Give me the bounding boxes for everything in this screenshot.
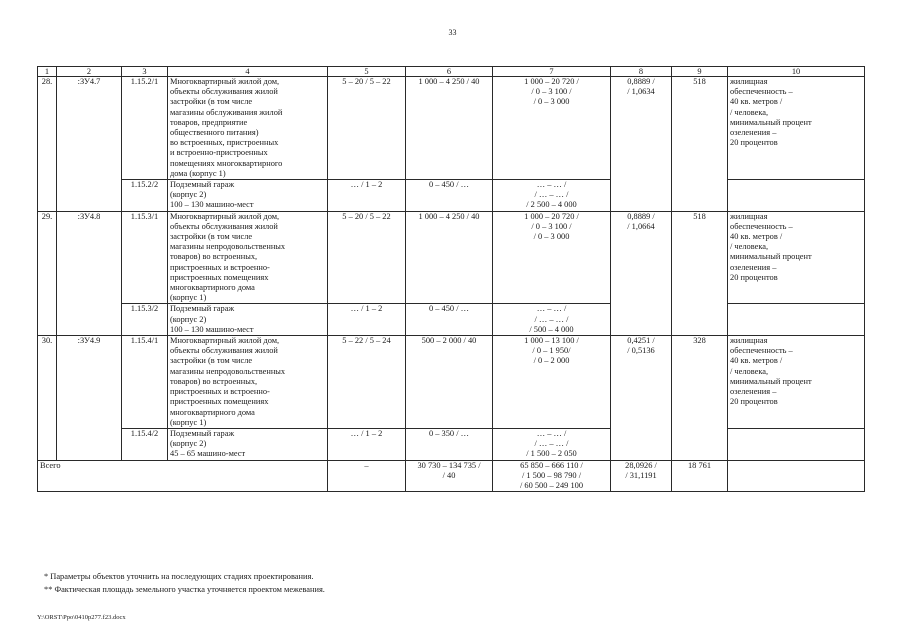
land-plot-id: :ЗУ4.9	[57, 336, 122, 429]
row-number: 28.	[38, 77, 57, 180]
header-cell: 5	[328, 67, 406, 77]
total-area	[406, 460, 493, 492]
floor-area-line: 1 000 – 20 720 /	[524, 77, 579, 86]
floor-area-line: … – … /	[536, 428, 567, 438]
header-cell: 10	[728, 67, 865, 77]
object-name-line: товаров) во встроенных,	[170, 376, 258, 386]
floor-area-line: … – … /	[536, 180, 567, 190]
empty-cell	[38, 304, 57, 336]
area-value: 0 – 450 / …	[406, 180, 493, 212]
header-cell: 2	[57, 67, 122, 77]
area-value: 1 000 – 4 250 / 40	[406, 77, 493, 180]
file-path: Y:\ORST\Ppo\0410p277.f23.docx	[37, 614, 126, 621]
object-code: 1.15.4/1	[122, 336, 168, 429]
plot-area-line: / 0,5136	[627, 346, 655, 356]
object-name-line: (корпус 2)	[170, 439, 207, 449]
empty-cell	[728, 304, 865, 336]
object-name-line: во встроенных, пристроенных	[170, 138, 279, 148]
notes-line: 40 кв. метров /	[730, 97, 783, 107]
header-cell: 9	[672, 67, 728, 77]
area-value: 0 – 450 / …	[406, 304, 493, 336]
notes-line: обеспеченность –	[730, 346, 793, 356]
header-cell: 1	[38, 67, 57, 77]
header-cell: 7	[493, 67, 611, 77]
empty-cell	[38, 428, 57, 460]
empty-cell	[672, 180, 728, 212]
notes-line: жилищная	[730, 77, 768, 86]
object-name-line: объекты обслуживания жилой	[170, 346, 278, 356]
floor-area-line: / 0 – 3 000	[533, 97, 570, 107]
notes	[728, 211, 865, 304]
header-cell: 6	[406, 67, 493, 77]
object-name-line: (корпус 2)	[170, 190, 207, 200]
area-value: 1 000 – 4 250 / 40	[406, 211, 493, 304]
object-name-line: товаров, предприятие	[170, 117, 248, 127]
object-name	[168, 211, 328, 304]
floor-area-line: 1 000 – 20 720 /	[524, 211, 579, 221]
object-name-line: пристроенных и встроенно-	[170, 387, 270, 397]
notes-line: озеленения –	[730, 387, 777, 397]
total-floors: –	[328, 460, 406, 492]
floors-height: … / 1 – 2	[328, 304, 406, 336]
object-name-line: Многоквартирный жилой дом,	[170, 336, 280, 346]
object-name-line: (корпус 2)	[170, 314, 207, 324]
total-area-line: / 40	[442, 470, 456, 480]
empty-cell	[57, 428, 122, 460]
notes-line: жилищная	[730, 211, 768, 221]
total-floor-area-line: 65 850 – 666 110 /	[520, 460, 583, 470]
empty-cell	[57, 180, 122, 212]
notes-line: / человека,	[730, 242, 769, 252]
population: 518	[672, 211, 728, 304]
object-name-line: Подземный гараж	[170, 428, 235, 438]
land-plot-id: :ЗУ4.8	[57, 211, 122, 304]
object-name-line: помещениях многоквартирного	[170, 158, 283, 168]
object-name-line: товаров) во встроенных,	[170, 252, 258, 262]
empty-cell	[38, 180, 57, 212]
object-code: 1.15.3/2	[122, 304, 168, 336]
floors-height: 5 – 22 / 5 – 24	[328, 336, 406, 429]
page-number: 33	[448, 28, 457, 37]
floor-area-line: / 2 500 – 4 000	[526, 200, 577, 210]
area-value: 500 – 2 000 / 40	[406, 336, 493, 429]
object-code: 1.15.2/1	[122, 77, 168, 180]
object-name-line: дома (корпус 1)	[170, 168, 226, 178]
floor-area	[493, 336, 611, 429]
notes-line: 20 процентов	[730, 272, 778, 282]
floors-height: … / 1 – 2	[328, 180, 406, 212]
plot-area-line: 0,8889 /	[627, 211, 655, 221]
table-row	[38, 180, 865, 212]
object-name	[168, 180, 328, 212]
total-floor-area-line: / 1 500 – 98 790 /	[521, 470, 582, 480]
object-name-line: пристроенных и встроенно-	[170, 262, 270, 272]
object-name-line: 100 – 130 машино-мест	[170, 324, 254, 334]
plot-area-line: 0,8889 /	[627, 77, 655, 86]
total-population: 18 761	[672, 460, 728, 492]
plot-area	[611, 77, 672, 180]
object-name-line: застройки (в том числе	[170, 97, 253, 107]
object-name-line: пристроенных помещениях	[170, 272, 269, 282]
total-floor-area-line: / 60 500 – 249 100	[519, 480, 584, 490]
object-name-line: Многоквартирный жилой дом,	[170, 211, 280, 221]
notes-line: 20 процентов	[730, 397, 778, 407]
row-number: 29.	[38, 211, 57, 304]
object-name	[168, 304, 328, 336]
floor-area-line: / 500 – 4 000	[529, 324, 574, 334]
empty-cell	[611, 428, 672, 460]
empty-cell	[728, 180, 865, 212]
object-name-line: Многоквартирный жилой дом,	[170, 77, 280, 86]
plot-area	[611, 211, 672, 304]
header-row	[38, 67, 865, 77]
object-name-line: Подземный гараж	[170, 304, 235, 314]
notes-line: озеленения –	[730, 128, 777, 138]
object-name-line: многоквартирного дома	[170, 407, 255, 417]
plot-area-line: / 1,0634	[627, 87, 655, 97]
object-name-line: 100 – 130 машино-мест	[170, 200, 254, 210]
empty-cell	[611, 180, 672, 212]
floors-height: … / 1 – 2	[328, 428, 406, 460]
plot-area-line: / 1,0664	[627, 221, 655, 231]
object-code: 1.15.2/2	[122, 180, 168, 212]
object-name-line: объекты обслуживания жилой	[170, 87, 278, 97]
empty-cell	[728, 428, 865, 460]
notes-line: 40 кв. метров /	[730, 356, 783, 366]
empty-cell	[672, 304, 728, 336]
floor-area-line: 1 000 – 13 100 /	[524, 336, 579, 346]
floor-area	[493, 304, 611, 336]
parameters-table	[37, 66, 865, 492]
object-code: 1.15.4/2	[122, 428, 168, 460]
notes	[728, 336, 865, 429]
floor-area	[493, 428, 611, 460]
header-cell: 4	[168, 67, 328, 77]
object-name-line: (корпус 1)	[170, 293, 207, 303]
floor-area-line: / … – … /	[534, 314, 569, 324]
notes-line: / человека,	[730, 107, 769, 117]
notes	[728, 77, 865, 180]
total-label: Всего	[38, 460, 168, 492]
empty-cell	[168, 460, 328, 492]
floors-height: 5 – 20 / 5 – 22	[328, 77, 406, 180]
object-name	[168, 428, 328, 460]
table-row	[38, 428, 865, 460]
empty-cell	[611, 304, 672, 336]
object-name-line: общественного питания)	[170, 128, 259, 138]
footnote-1: * Параметры объектов уточнить на последующих стадиях проектирования.	[44, 572, 314, 581]
floor-area-line: / 1 500 – 2 050	[526, 449, 577, 459]
floor-area	[493, 180, 611, 212]
area-value: 0 – 350 / …	[406, 428, 493, 460]
population: 518	[672, 77, 728, 180]
object-name-line: 45 – 65 машино-мест	[170, 449, 246, 459]
footnote-2: ** Фактическая площадь земельного участка уточняется проектом межевания.	[44, 585, 325, 594]
floor-area-line: / 0 – 1 950/	[532, 346, 571, 356]
object-name	[168, 336, 328, 429]
floor-area	[493, 77, 611, 180]
notes-line: минимальный процент	[730, 252, 812, 262]
notes-line: обеспеченность –	[730, 87, 793, 97]
object-code: 1.15.3/1	[122, 211, 168, 304]
total-plot-area-line: / 31,1191	[625, 470, 657, 480]
notes-line: минимальный процент	[730, 376, 812, 386]
object-name-line: многоквартирного дома	[170, 283, 255, 293]
object-name	[168, 77, 328, 180]
notes-line: жилищная	[730, 336, 768, 346]
floor-area-line: / 0 – 3 100 /	[531, 221, 572, 231]
object-name-line: магазины обслуживания жилой	[170, 107, 283, 117]
object-name-line: магазины непродовольственных	[170, 242, 286, 252]
floor-area-line: / … – … /	[534, 190, 569, 200]
floor-area-line: / 0 – 3 100 /	[531, 87, 572, 97]
floor-area-line: … – … /	[536, 304, 567, 314]
floor-area-line: / … – … /	[534, 439, 569, 449]
plot-area	[611, 336, 672, 429]
population: 328	[672, 336, 728, 429]
row-number: 30.	[38, 336, 57, 429]
total-plot-area	[611, 460, 672, 492]
notes-line: обеспеченность –	[730, 221, 793, 231]
header-cell: 8	[611, 67, 672, 77]
object-name-line: Подземный гараж	[170, 180, 235, 190]
total-plot-area-line: 28,0926 /	[625, 460, 657, 470]
plot-area-line: 0,4251 /	[627, 336, 655, 346]
object-name-line: и встроенно-пристроенных	[170, 148, 268, 158]
floor-area-line: / 0 – 3 000	[533, 232, 570, 242]
table-row	[38, 77, 865, 180]
empty-cell	[57, 304, 122, 336]
notes-line: озеленения –	[730, 262, 777, 272]
floor-area-line: / 0 – 2 000	[533, 356, 570, 366]
object-name-line: пристроенных помещениях	[170, 397, 269, 407]
notes-line: минимальный процент	[730, 117, 812, 127]
notes-line: 20 процентов	[730, 138, 778, 148]
total-area-line: 30 730 – 134 735 /	[417, 460, 481, 470]
table-row	[38, 211, 865, 304]
empty-cell	[728, 460, 865, 492]
empty-cell	[672, 428, 728, 460]
total-floor-area	[493, 460, 611, 492]
object-name-line: объекты обслуживания жилой	[170, 221, 278, 231]
object-name-line: магазины непродовольственных	[170, 366, 286, 376]
floor-area	[493, 211, 611, 304]
floors-height: 5 – 20 / 5 – 22	[328, 211, 406, 304]
object-name-line: застройки (в том числе	[170, 356, 253, 366]
object-name-line: (корпус 1)	[170, 417, 207, 427]
notes-line: 40 кв. метров /	[730, 232, 783, 242]
header-cell: 3	[122, 67, 168, 77]
notes-line: / человека,	[730, 366, 769, 376]
table-row	[38, 304, 865, 336]
object-name-line: застройки (в том числе	[170, 232, 253, 242]
total-row	[38, 460, 865, 492]
land-plot-id: :ЗУ4.7	[57, 77, 122, 180]
table-row	[38, 336, 865, 429]
table-body	[38, 77, 865, 492]
